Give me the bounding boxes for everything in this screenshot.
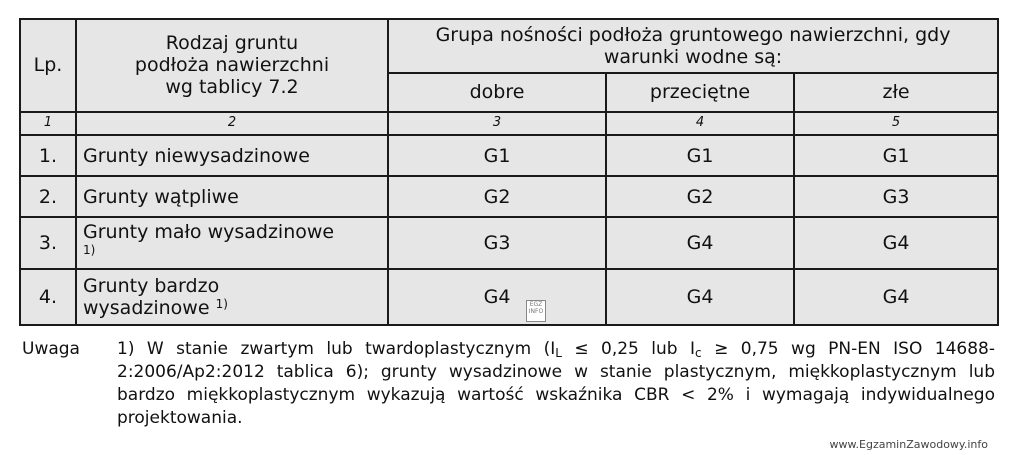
row-soil-name (76, 217, 388, 269)
row-value-average: G4 (606, 269, 794, 325)
row-lp: 4. (20, 269, 76, 325)
soil-name-text: Grunty bardzo wysadzinowe (83, 274, 220, 319)
column-number-row (20, 112, 998, 136)
row-value-average: G2 (606, 176, 794, 217)
row-lp: 3. (20, 217, 76, 269)
row-value-good: G4 (388, 269, 606, 325)
header-condition-bad: złe (794, 73, 998, 112)
footnote-marker: 1) (215, 296, 228, 311)
row-value-good: G1 (388, 135, 606, 176)
row-value-bad: G4 (794, 217, 998, 269)
header-lp: Lp. (20, 19, 76, 112)
watermark-logo: EGZ INFO (526, 300, 546, 322)
note-text: 1) W stanie zwartym lub twardoplastycznym ($I_L \le 0,25$ lub $I_c \ge 0,75$ wg PN-EN ISO 14688-2:2006/Ap2:2012 tablica 6); grunty wysadzinowe w stanie plastycznym, miękkoplastycznym lub bardzo miękkoplastycznym wykazują wartość wskaźnika CBR < 2% i wymagają indywidualnego projektowania. (117, 339, 995, 428)
row-value-good: G2 (388, 176, 606, 217)
soil-bearing-table (19, 18, 999, 326)
column-number: 4 (606, 112, 794, 136)
row-soil-name (76, 269, 388, 325)
row-value-bad: G3 (794, 176, 998, 217)
header-row-1 (20, 19, 998, 73)
table-row (20, 217, 998, 269)
soil-name-text: Grunty mało wysadzinowe (83, 221, 335, 244)
table-row (20, 269, 998, 325)
table-row (20, 176, 998, 217)
row-value-bad: G4 (794, 269, 998, 325)
header-condition-good: dobre (388, 73, 606, 112)
column-number: 2 (76, 112, 388, 136)
source-footer: www.EgzaminZawodowy.info (829, 438, 988, 451)
row-soil-name (76, 135, 388, 176)
row-value-average: G1 (606, 135, 794, 176)
row-lp: 2. (20, 176, 76, 217)
column-number: 5 (794, 112, 998, 136)
row-value-bad: G1 (794, 135, 998, 176)
row-soil-name (76, 176, 388, 217)
column-number: 3 (388, 112, 606, 136)
soil-name-text: Grunty wątpliwe (83, 185, 239, 208)
soil-table-container (19, 18, 997, 326)
soil-name-text: Grunty niewysadzinowe (83, 144, 310, 167)
footnote-marker: 1) (83, 243, 96, 258)
column-number: 1 (20, 112, 76, 136)
row-value-good: G3 (388, 217, 606, 269)
row-value-average: G4 (606, 217, 794, 269)
header-bearing-group: Grupa nośności podłoża gruntowego nawierzchni, gdy warunki wodne są: (388, 19, 998, 73)
header-condition-average: przeciętne (606, 73, 794, 112)
table-row (20, 135, 998, 176)
note-label: Uwaga (22, 339, 80, 359)
row-lp: 1. (20, 135, 76, 176)
header-soil-type: Rodzaj gruntu podłoża nawierzchni wg tablicy 7.2 (76, 19, 388, 112)
